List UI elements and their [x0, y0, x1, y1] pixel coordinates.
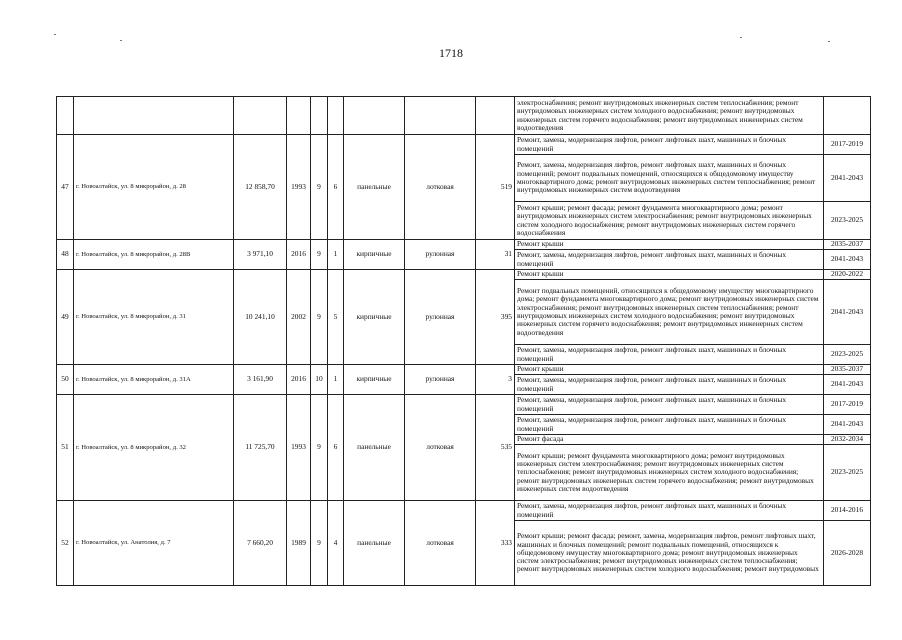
- cell-roof: лотковая: [405, 135, 476, 240]
- cell-period: 2023-2025: [824, 445, 871, 501]
- cell-period: 2017-2019: [824, 395, 871, 415]
- cell-year: 2002: [287, 270, 311, 365]
- cell-walls: кирпичные: [344, 365, 405, 395]
- cell-works: Ремонт, замена, модернизация лифтов, ремонт лифтовых шахт, машинных и блочных помещений; ремонт подвальных помещений, относящихся к общедомовому имуществу многоквартирного дома; ремонт внутридомовых инженерных систем теплоснабжения; ремонт внутридомовых инженерных систем водоотведения: [515, 155, 824, 202]
- cell-works: Ремонт, замена, модернизация лифтов, ремонт лифтовых шахт, машинных и блочных помещений: [515, 135, 824, 155]
- cell-works: Ремонт, замена, модернизация лифтов, ремонт лифтовых шахт, машинных и блочных помещений: [515, 415, 824, 435]
- cell-works: Ремонт крыши: [515, 270, 824, 280]
- cell-walls: панельные: [344, 135, 405, 240]
- cell-period: 2041-2043: [824, 280, 871, 345]
- cell-walls: кирпичные: [344, 240, 405, 270]
- cell-floors: 9: [311, 240, 328, 270]
- cell-works: Ремонт, замена, модернизация лифтов, ремонт лифтовых шахт, машинных и блочных помещений: [515, 345, 824, 365]
- cell-entrances: 6: [328, 395, 344, 501]
- cell-entrances: [328, 97, 344, 135]
- cell-num: 50: [57, 365, 74, 395]
- cell-num: [57, 97, 74, 135]
- cell-roof: лотковая: [405, 395, 476, 501]
- cell-period: 2041-2043: [824, 375, 871, 395]
- cell-period: 2023-2025: [824, 345, 871, 365]
- table-row-continuation: [57, 97, 871, 135]
- cell-works: Ремонт крыши; ремонт фасада; ремонт, замена, модернизация лифтов, ремонт лифтовых шахт, машинных и блочных помещений; ремонт подвальных помещений, относящихся к общедомовому имуществу многоквартирного дома; ремонт внутридомовых инженерных систем электроснабжения; ремонт внутридомовых инженерных систем теплоснабжения; ремонт внутридомовых инженерных систем холодного водоснабжения; ремонт внутридомовых: [515, 521, 824, 586]
- cell-entrances: 6: [328, 135, 344, 240]
- cell-walls: панельные: [344, 395, 405, 501]
- cell-num: 47: [57, 135, 74, 240]
- page-number: 1718: [439, 46, 463, 60]
- table-row: [57, 270, 871, 280]
- cell-period: 2026-2028: [824, 521, 871, 586]
- cell-area: [234, 97, 287, 135]
- cell-period: 2035-2037: [824, 240, 871, 250]
- cell-num: 52: [57, 501, 74, 586]
- cell-address: г. Новоалтайск, ул. 8 микрорайон, д. 32: [74, 395, 234, 501]
- cell-year: 2016: [287, 365, 311, 395]
- cell-period: 2041-2043: [824, 415, 871, 435]
- cell-roof: [405, 97, 476, 135]
- cell-residents: 31: [476, 240, 515, 270]
- cell-period: [824, 97, 871, 135]
- table-row: [57, 501, 871, 521]
- cell-residents: [476, 97, 515, 135]
- cell-period: 2041-2043: [824, 250, 871, 270]
- cell-floors: 9: [311, 501, 328, 586]
- cell-area: 3 161,90: [234, 365, 287, 395]
- cell-works: Ремонт крыши: [515, 365, 824, 375]
- cell-address: г. Новоалтайск, ул. Анатолия, д. 7: [74, 501, 234, 586]
- cell-year: 1993: [287, 395, 311, 501]
- cell-year: 2016: [287, 240, 311, 270]
- cell-works: Ремонт, замена, модернизация лифтов, ремонт лифтовых шахт, машинных и блочных помещений: [515, 375, 824, 395]
- cell-residents: 535: [476, 395, 515, 501]
- cell-works: Ремонт крыши: [515, 240, 824, 250]
- cell-entrances: 1: [328, 240, 344, 270]
- cell-period: 2020-2022: [824, 270, 871, 280]
- cell-floors: 10: [311, 365, 328, 395]
- cell-residents: 3: [476, 365, 515, 395]
- cell-roof: рулонная: [405, 240, 476, 270]
- cell-residents: 333: [476, 501, 515, 586]
- cell-residents: 395: [476, 270, 515, 365]
- repair-schedule-table: [56, 96, 871, 586]
- cell-works: Ремонт, замена, модернизация лифтов, ремонт лифтовых шахт, машинных и блочных помещений: [515, 250, 824, 270]
- cell-period: 2035-2037: [824, 365, 871, 375]
- scan-speck: [54, 34, 56, 35]
- table-row: [57, 135, 871, 155]
- cell-roof: рулонная: [405, 270, 476, 365]
- cell-period: 2014-2016: [824, 501, 871, 521]
- cell-residents: 519: [476, 135, 515, 240]
- cell-entrances: 5: [328, 270, 344, 365]
- cell-works: Ремонт, замена, модернизация лифтов, ремонт лифтовых шахт, машинных и блочных помещений: [515, 501, 824, 521]
- table-row: [57, 395, 871, 415]
- cell-walls: панельные: [344, 501, 405, 586]
- scan-speck: [740, 37, 742, 38]
- cell-num: 48: [57, 240, 74, 270]
- cell-period: 2032-2034: [824, 435, 871, 445]
- cell-works: Ремонт подвальных помещений, относящихся к общедомовому имуществу многоквартирного дома; ремонт фундамента многоквартирного дома; ремонт внутридомовых инженерных систем электроснабжения; ремонт внутридомовых инженерных систем теплоснабжения; ремонт внутридомовых инженерных систем холодного водоснабжения; ремонт внутридомовых инженерных систем горячего водоснабжения; ремонт внутридомовых инженерных систем водоотведения: [515, 280, 824, 345]
- scan-speck: [828, 41, 830, 42]
- cell-period: 2017-2019: [824, 135, 871, 155]
- cell-entrances: 4: [328, 501, 344, 586]
- cell-floors: [311, 97, 328, 135]
- cell-address: г. Новоалтайск, ул. 8 микрорайон, д. 28: [74, 135, 234, 240]
- cell-floors: 9: [311, 395, 328, 501]
- cell-works: электроснабжения; ремонт внутридомовых инженерных систем теплоснабжения; ремонт внутридомовых инженерных систем холодного водоснабжения; ремонт внутридомовых инженерных систем горячего водоснабжения; ремонт внутридомовых инженерных систем водоотведения: [515, 97, 824, 135]
- cell-address: [74, 97, 234, 135]
- cell-area: 3 971,10: [234, 240, 287, 270]
- cell-address: г. Новоалтайск, ул. 8 микрорайон, д. 31А: [74, 365, 234, 395]
- cell-year: [287, 97, 311, 135]
- cell-area: 11 725,70: [234, 395, 287, 501]
- cell-works: Ремонт, замена, модернизация лифтов, ремонт лифтовых шахт, машинных и блочных помещений: [515, 395, 824, 415]
- table-row: [57, 240, 871, 250]
- cell-works: Ремонт крыши; ремонт фасада; ремонт фундамента многоквартирного дома; ремонт внутридомовых инженерных систем электроснабжения; ремонт внутридомовых инженерных систем холодного водоснабжения; ремонт внутридомовых инженерных систем горячего водоснабжения: [515, 202, 824, 240]
- cell-floors: 9: [311, 135, 328, 240]
- cell-area: 10 241,10: [234, 270, 287, 365]
- cell-works: Ремонт крыши; ремонт фундамента многоквартирного дома; ремонт внутридомовых инженерных систем электроснабжения; ремонт внутридомовых инженерных систем теплоснабжения; ремонт внутридомовых инженерных систем холодного водоснабжения; ремонт внутридомовых инженерных систем горячего водоснабжения; ремонт внутридомовых инженерных систем водоотведения: [515, 445, 824, 501]
- cell-num: 49: [57, 270, 74, 365]
- cell-period: 2041-2043: [824, 155, 871, 202]
- cell-year: 1993: [287, 135, 311, 240]
- table-body: [57, 97, 871, 586]
- cell-period: 2023-2025: [824, 202, 871, 240]
- cell-works: Ремонт фасада: [515, 435, 824, 445]
- cell-walls: [344, 97, 405, 135]
- cell-area: 12 858,70: [234, 135, 287, 240]
- table-row: [57, 365, 871, 375]
- cell-address: г. Новоалтайск, ул. 8 микрорайон, д. 31: [74, 270, 234, 365]
- cell-roof: лотковая: [405, 501, 476, 586]
- cell-address: г. Новоалтайск, ул. 8 микрорайон, д. 28В: [74, 240, 234, 270]
- cell-area: 7 660,20: [234, 501, 287, 586]
- cell-roof: рулонная: [405, 365, 476, 395]
- cell-num: 51: [57, 395, 74, 501]
- cell-walls: кирпичные: [344, 270, 405, 365]
- scan-speck: [120, 40, 122, 41]
- cell-floors: 9: [311, 270, 328, 365]
- cell-year: 1989: [287, 501, 311, 586]
- cell-entrances: 1: [328, 365, 344, 395]
